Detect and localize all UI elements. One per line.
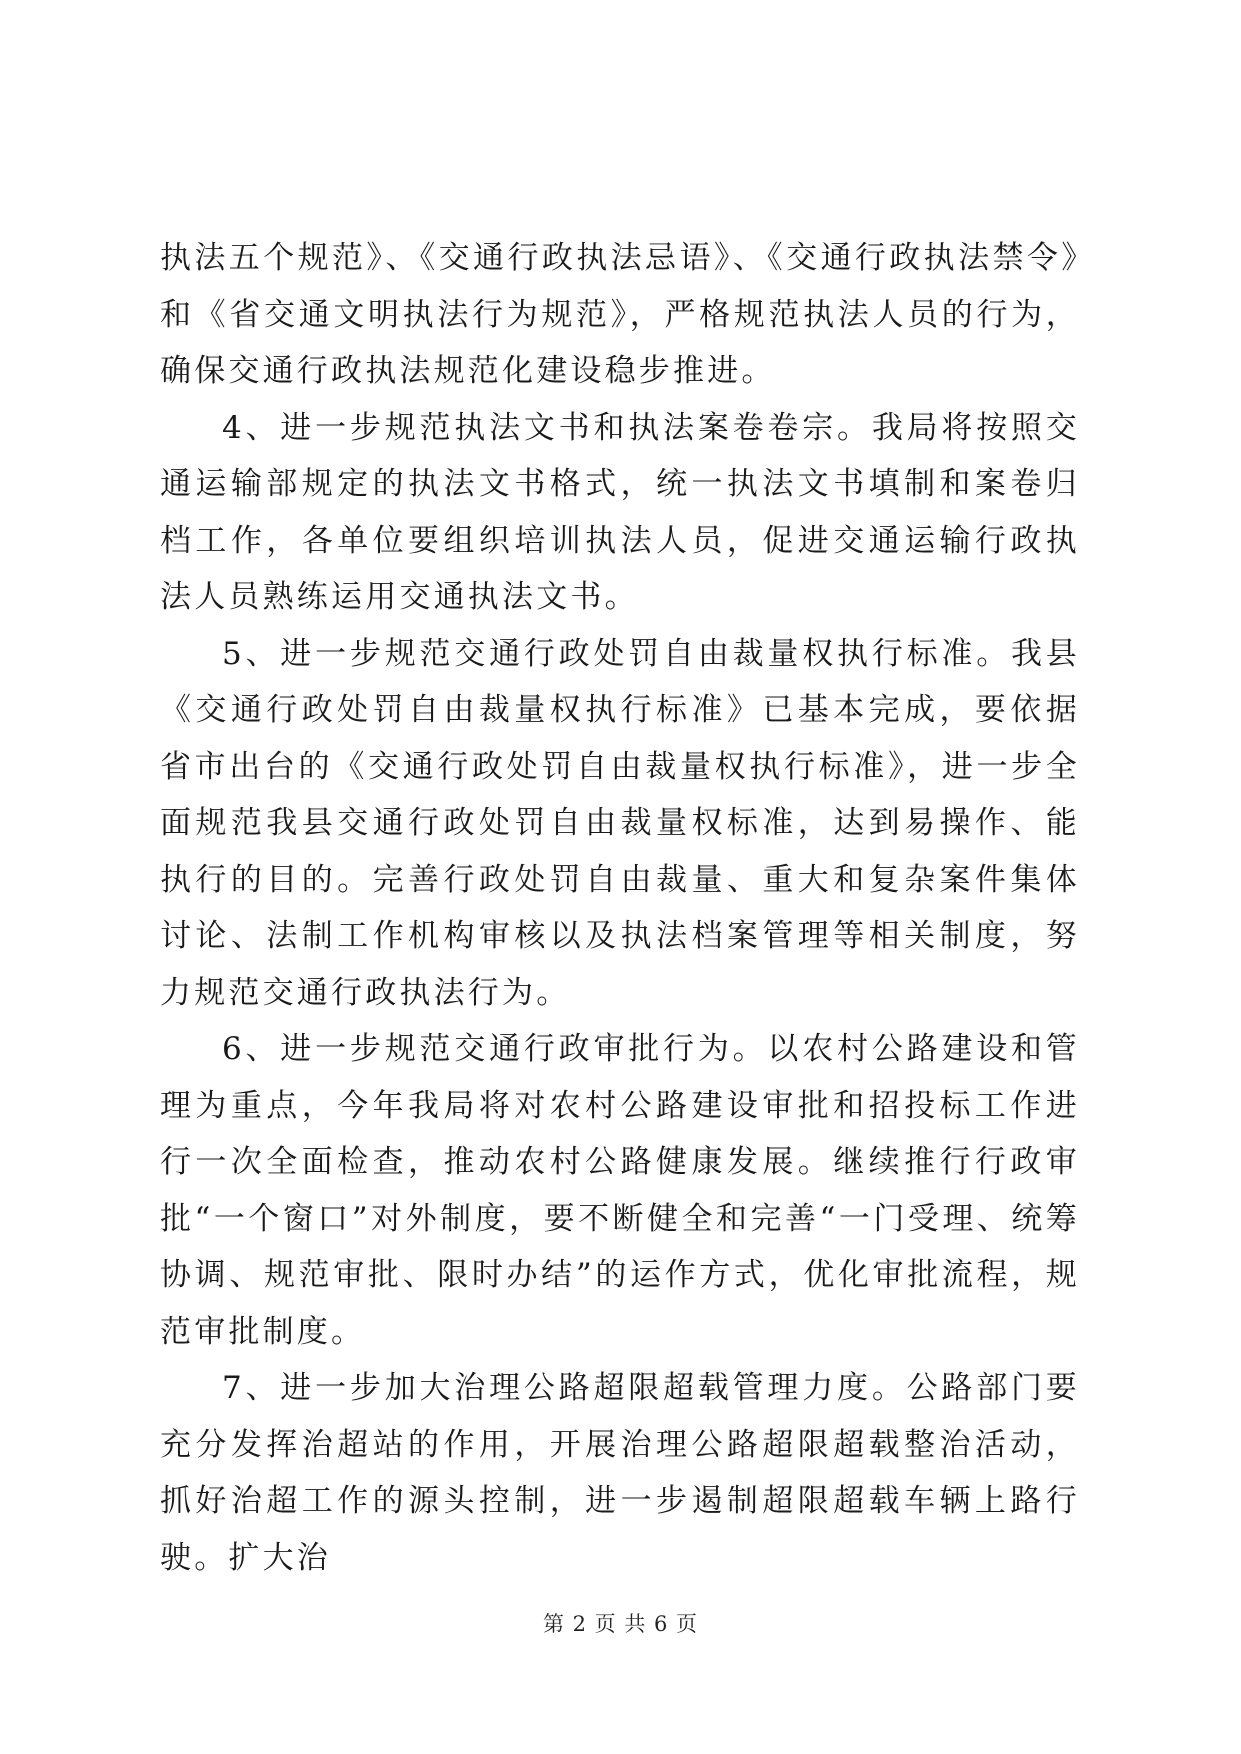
paragraph-item-6: 6、进一步规范交通行政审批行为。以农村公路建设和管理为重点，今年我局将对农村公路建设审批和招投标工作进行一次全面检查，推动农村公路健康发展。继续推行行政审批“一个窗口”对外制度，要不断健全和完善“一门受理、统筹协调、规范审批、限时办结”的运作方式，优化审批流程，规范审批制度。 <box>160 1031 1080 1350</box>
page-number-footer: 第 2 页 共 6 页 <box>542 1612 699 1636</box>
paragraph-continuation: 执法五个规范》、《交通行政执法忌语》、《交通行政执法禁令》和《省交通文明执法行为规范》，严格规范执法人员的行为，确保交通行政执法规范化建设稳步推进。 <box>160 240 1080 389</box>
paragraph-item-4: 4、进一步规范执法文书和执法案卷卷宗。我局将按照交通运输部规定的执法文书格式，统一执法文书填制和案卷归档工作，各单位要组织培训执法人员，促进交通运输行政执法人员熟练运用交通执法文书。 <box>160 409 1080 615</box>
paragraph-item-7: 7、进一步加大治理公路超限超载管理力度。公路部门要充分发挥治超站的作用，开展治理公路超限超载整治活动，抓好治超工作的源头控制，进一步遏制超限超载车辆上路行驶。扩大治 <box>160 1370 1080 1576</box>
document-body <box>160 230 1080 1586</box>
paragraph-item-5: 5、进一步规范交通行政处罚自由裁量权执行标准。我县《交通行政处罚自由裁量权执行标准》已基本完成，要依据省市出台的《交通行政处罚自由裁量权执行标准》，进一步全面规范我县交通行政处罚自由裁量权标准，达到易操作、能执行的目的。完善行政处罚自由裁量、重大和复杂案件集体讨论、法制工作机构审核以及执法档案管理等相关制度，努力规范交通行政执法行为。 <box>160 635 1080 1011</box>
